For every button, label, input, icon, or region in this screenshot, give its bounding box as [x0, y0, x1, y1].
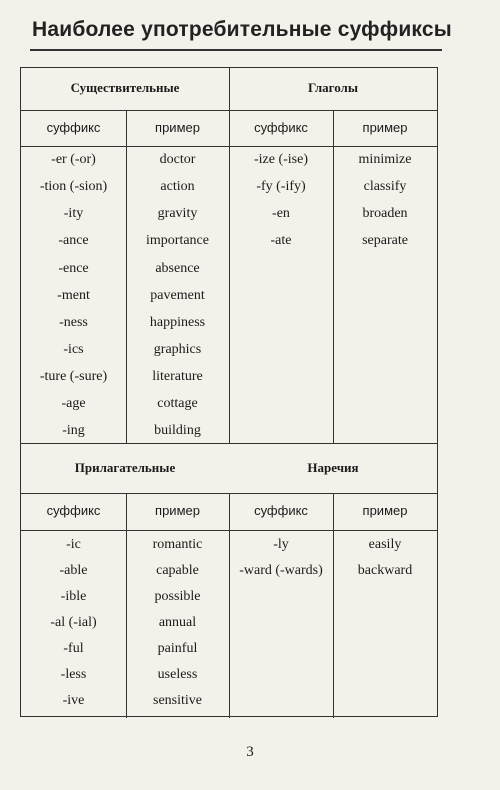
noun-example: importance: [146, 233, 209, 248]
adverb-example: backward: [357, 563, 413, 578]
adverbs-heading: Наречия: [307, 460, 359, 475]
column-header-suffix: суффикс: [46, 120, 101, 135]
adjective-example: possible: [154, 589, 201, 604]
column-header-example: пример: [155, 120, 200, 135]
adjective-example: sensitive: [153, 693, 202, 708]
noun-example: building: [154, 423, 201, 438]
verb-suffix: -ate: [270, 233, 292, 248]
adjective-suffix: -ic: [66, 537, 81, 552]
noun-suffix: -ment: [57, 288, 90, 303]
adjective-suffix: -ive: [62, 693, 85, 708]
verb-example: classify: [363, 179, 407, 194]
adjective-suffix: -able: [59, 563, 88, 578]
title-underline: [30, 49, 442, 51]
column-header-example: пример: [362, 503, 408, 518]
column-header-example: пример: [155, 503, 200, 518]
noun-suffix: -ing: [62, 423, 85, 438]
verb-example: minimize: [358, 152, 412, 167]
noun-example: action: [160, 179, 195, 194]
noun-example: absence: [155, 261, 200, 276]
adjective-example: annual: [158, 615, 197, 630]
adjective-example: capable: [156, 563, 199, 578]
noun-example: literature: [152, 369, 203, 384]
adverb-example: easily: [368, 537, 402, 552]
adjective-suffix: -less: [60, 667, 87, 682]
noun-example: happiness: [149, 315, 206, 330]
noun-example: gravity: [157, 206, 198, 221]
adjective-suffix: -ful: [63, 641, 84, 656]
adjective-example: painful: [157, 641, 198, 656]
adjective-suffix: -al (-ial): [50, 615, 97, 630]
adverb-suffix: -ly: [273, 537, 289, 552]
suffix-table: [20, 67, 438, 717]
table-divider: [126, 493, 127, 718]
noun-suffix: -ance: [58, 233, 89, 248]
adjective-suffix: -ible: [60, 589, 87, 604]
table-divider: [229, 493, 230, 718]
noun-suffix: -ness: [59, 315, 88, 330]
column-header-suffix: суффикс: [46, 503, 101, 518]
noun-suffix: -ture (-sure): [39, 369, 108, 384]
table-divider: [333, 493, 334, 718]
verbs-heading: Глаголы: [308, 80, 358, 95]
noun-example: doctor: [159, 152, 196, 167]
noun-suffix: -ence: [58, 261, 89, 276]
noun-suffix: -ity: [63, 206, 84, 221]
table-divider: [21, 443, 437, 444]
verb-example: broaden: [362, 206, 408, 221]
verb-suffix: -fy (-ify): [256, 179, 306, 194]
noun-suffix: -tion (-sion): [39, 179, 108, 194]
adjective-example: romantic: [152, 537, 203, 552]
noun-suffix: -age: [61, 396, 86, 411]
noun-example: pavement: [150, 288, 205, 303]
verb-example: separate: [362, 233, 408, 248]
column-header-suffix: суффикс: [254, 120, 308, 135]
noun-suffix: -ics: [63, 342, 84, 357]
nouns-heading: Существительные: [70, 80, 180, 95]
page-number: 3: [246, 744, 254, 760]
adverb-suffix: -ward (-wards): [239, 563, 323, 578]
verb-suffix: -en: [272, 206, 290, 221]
noun-example: cottage: [157, 396, 198, 411]
adjectives-heading: Прилагательные: [74, 460, 176, 475]
adjective-example: useless: [157, 667, 198, 682]
column-header-example: пример: [362, 120, 408, 135]
noun-suffix: -er (-or): [51, 152, 96, 167]
verb-suffix: -ize (-ise): [253, 152, 309, 167]
noun-example: graphics: [153, 342, 202, 357]
page-title: Наиболее употребительные суффиксы: [32, 18, 452, 41]
column-header-suffix: суффикс: [254, 503, 308, 518]
